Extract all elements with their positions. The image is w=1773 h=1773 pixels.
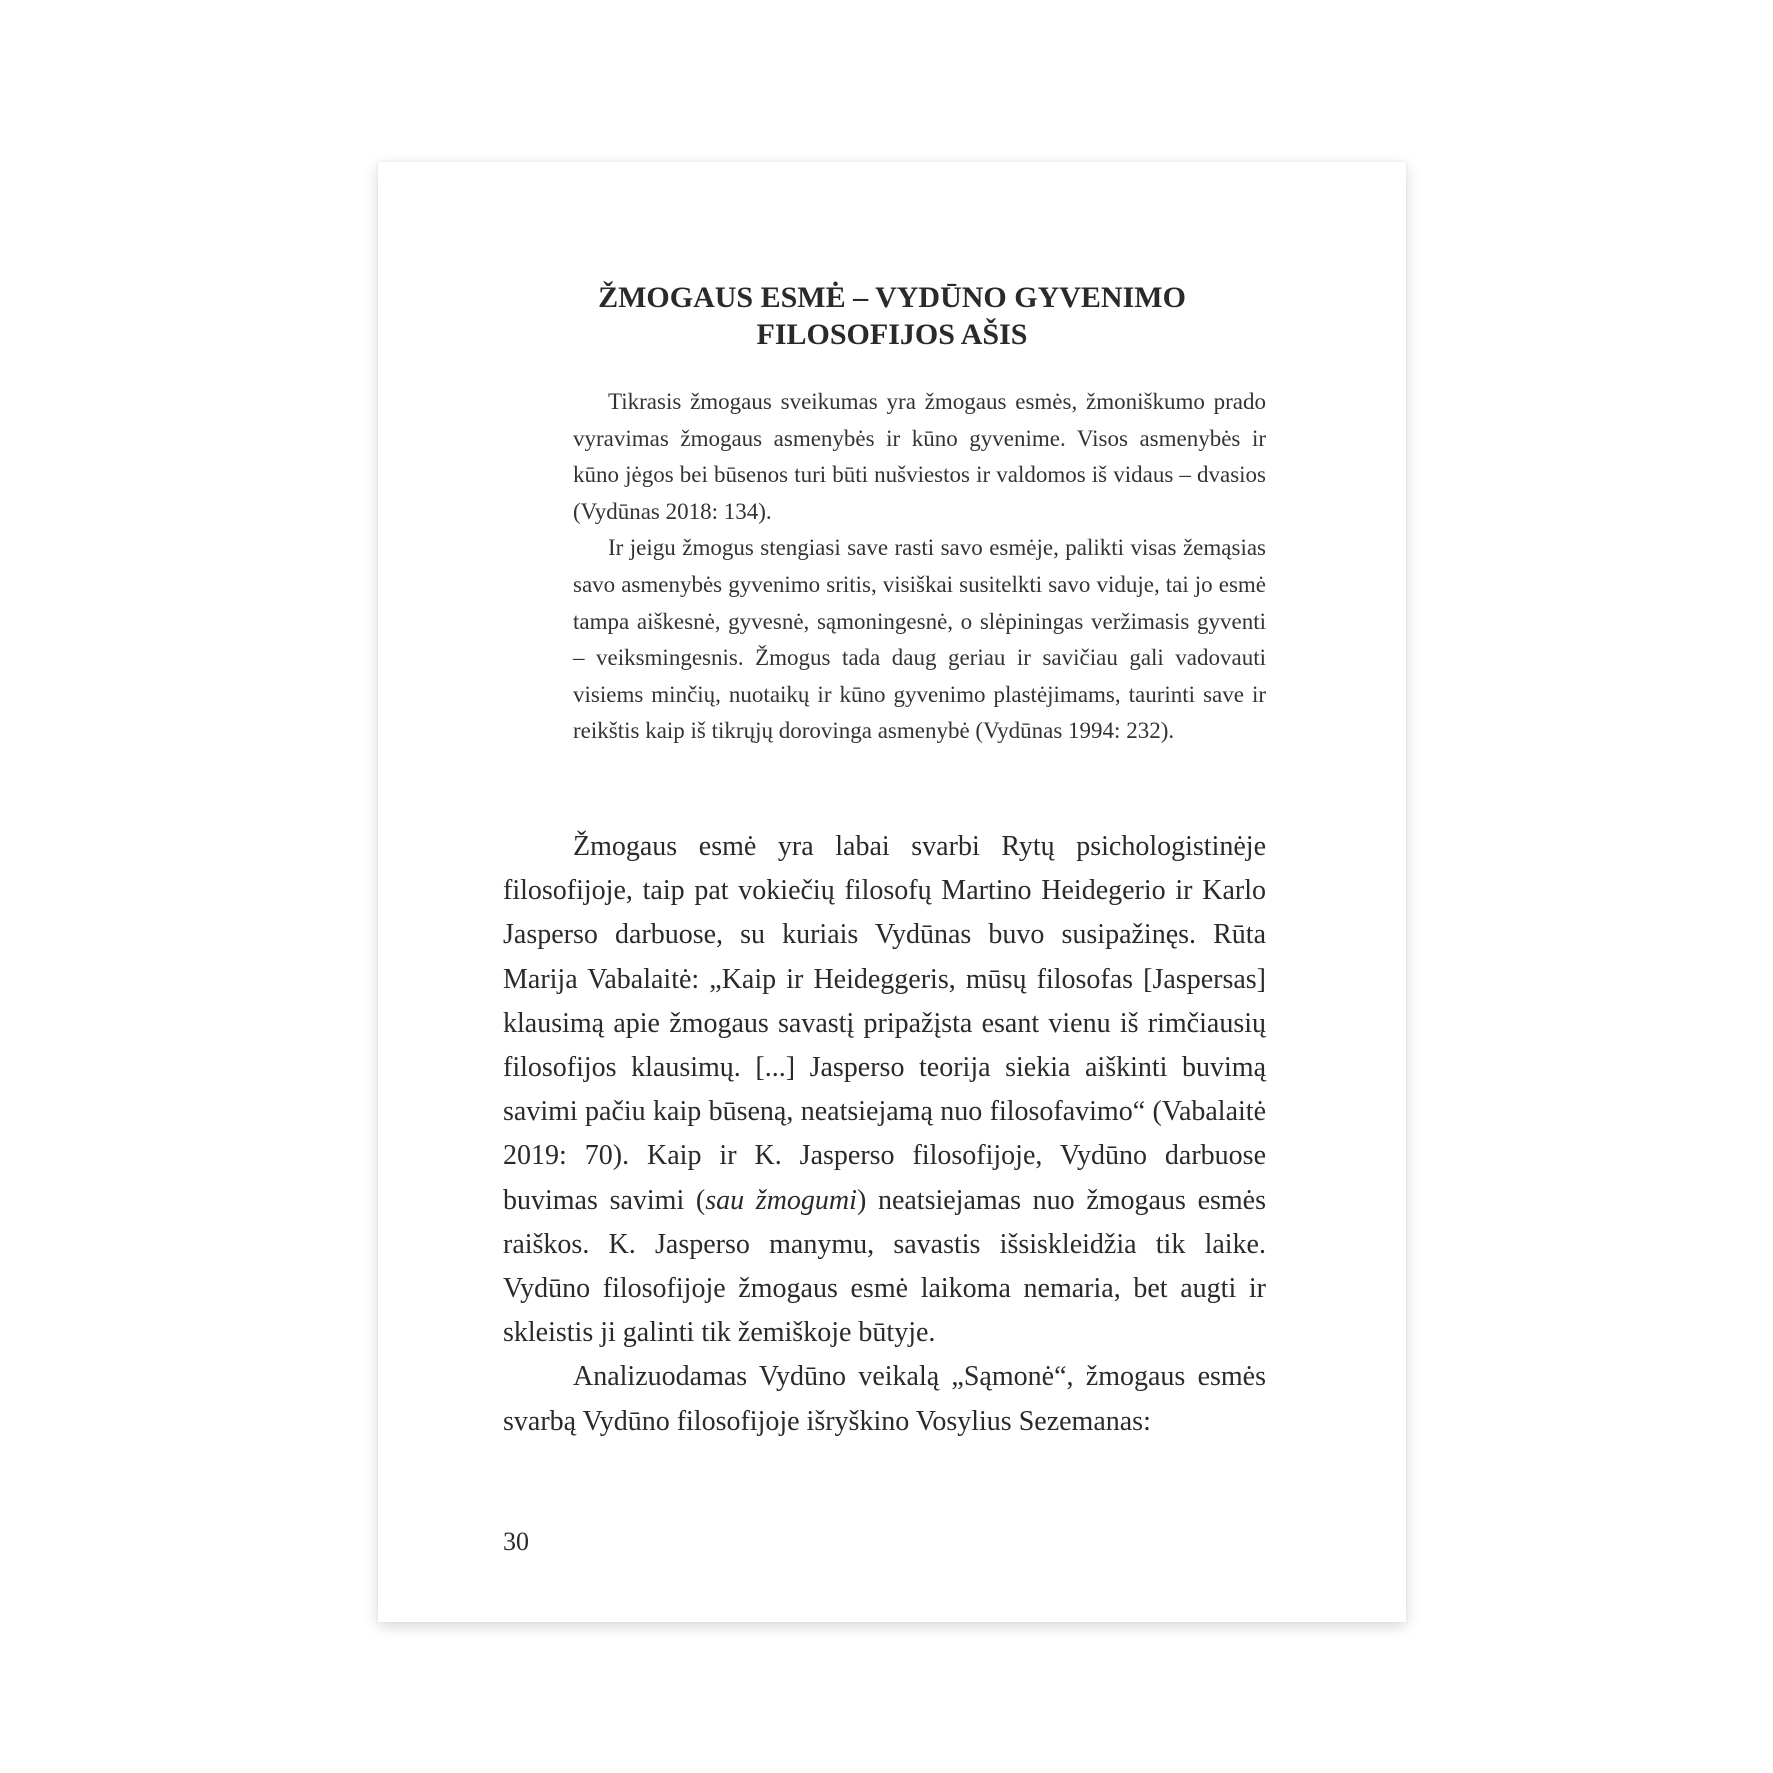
chapter-title-line-2: FILOSOFIJOS AŠIS [756,318,1028,351]
body-paragraph-2: Analizuodamas Vydūno veikalą „Sąmonė“, žmogaus esmės svarbą Vydūno filosofijoje išryškino Vosylius Sezemanas: [503,1361,1266,1437]
body-text [503,825,1266,1444]
chapter-title [378,279,1406,353]
body-paragraph-1-italic: sau žmogumi [705,1184,857,1216]
body-paragraph-1-text-a: Žmogaus esmė yra labai svarbi Rytų psichologistinėje filosofijoje, taip pat vokiečių filosofų Martino Heidegerio ir Karlo Jasperso darbuose, su kuriais Vydūnas buvo susipažinęs. Rūta Marija Vabalaitė: „Kaip ir Heideggeris, mūsų filosofas [Jaspersas] klausimą apie žmogaus savastį pripažįsta esant vienu iš rimčiausių filosofijos klausimų. [...] Jasperso teorija siekia aiškinti buvimą savimi pačiu kaip būseną, neatsiejamą nuo filosofavimo“ (Vabalaitė 2019: 70). Kaip ir K. Jasperso filosofijoje, Vydūno darbuose buvimas savimi ( [503,831,1266,1216]
epigraph [573,384,1266,750]
epigraph-paragraph-1: Tikrasis žmogaus sveikumas yra žmogaus esmės, žmoniškumo prado vyravimas žmogaus asmenybės ir kūno gyvenime. Visos asmenybės ir kūno jėgos bei būsenos turi būti nušviestos ir valdomos iš vidaus – dvasios (Vydūnas 2018: 134). [573,389,1266,524]
body-paragraph-1-text-b: ) neatsiejamas nuo žmogaus esmės raiškos. K. Jasperso manymu, savastis išsiskleidžia tik laike. Vydūno filosofijoje žmogaus esmė laikoma nemaria, bet augti ir skleistis ji galinti tik žemiškoje būtyje. [503,1184,1266,1349]
body-paragraph-1 [503,825,1266,1355]
chapter-title-line-1: ŽMOGAUS ESMĖ – VYDŪNO GYVENIMO [598,281,1186,314]
book-page [378,162,1406,1622]
epigraph-paragraph-2: Ir jeigu žmogus stengiasi save rasti savo esmėje, palikti visas žemąsias savo asmenybės gyvenimo sritis, visiškai susitelkti savo viduje, tai jo esmė tampa aiškesnė, gyvesnė, sąmoningesnė, o slėpiningas veržimasis gyventi – veiksmingesnis. Žmogus tada daug geriau ir savičiau gali vadovauti visiems minčių, nuotaikų ir kūno gyvenimo plastėjimams, taurinti save ir reikštis kaip iš tikrųjų dorovinga asmenybė (Vydūnas 1994: 232). [573,535,1266,744]
page-number: 30 [503,1527,529,1556]
